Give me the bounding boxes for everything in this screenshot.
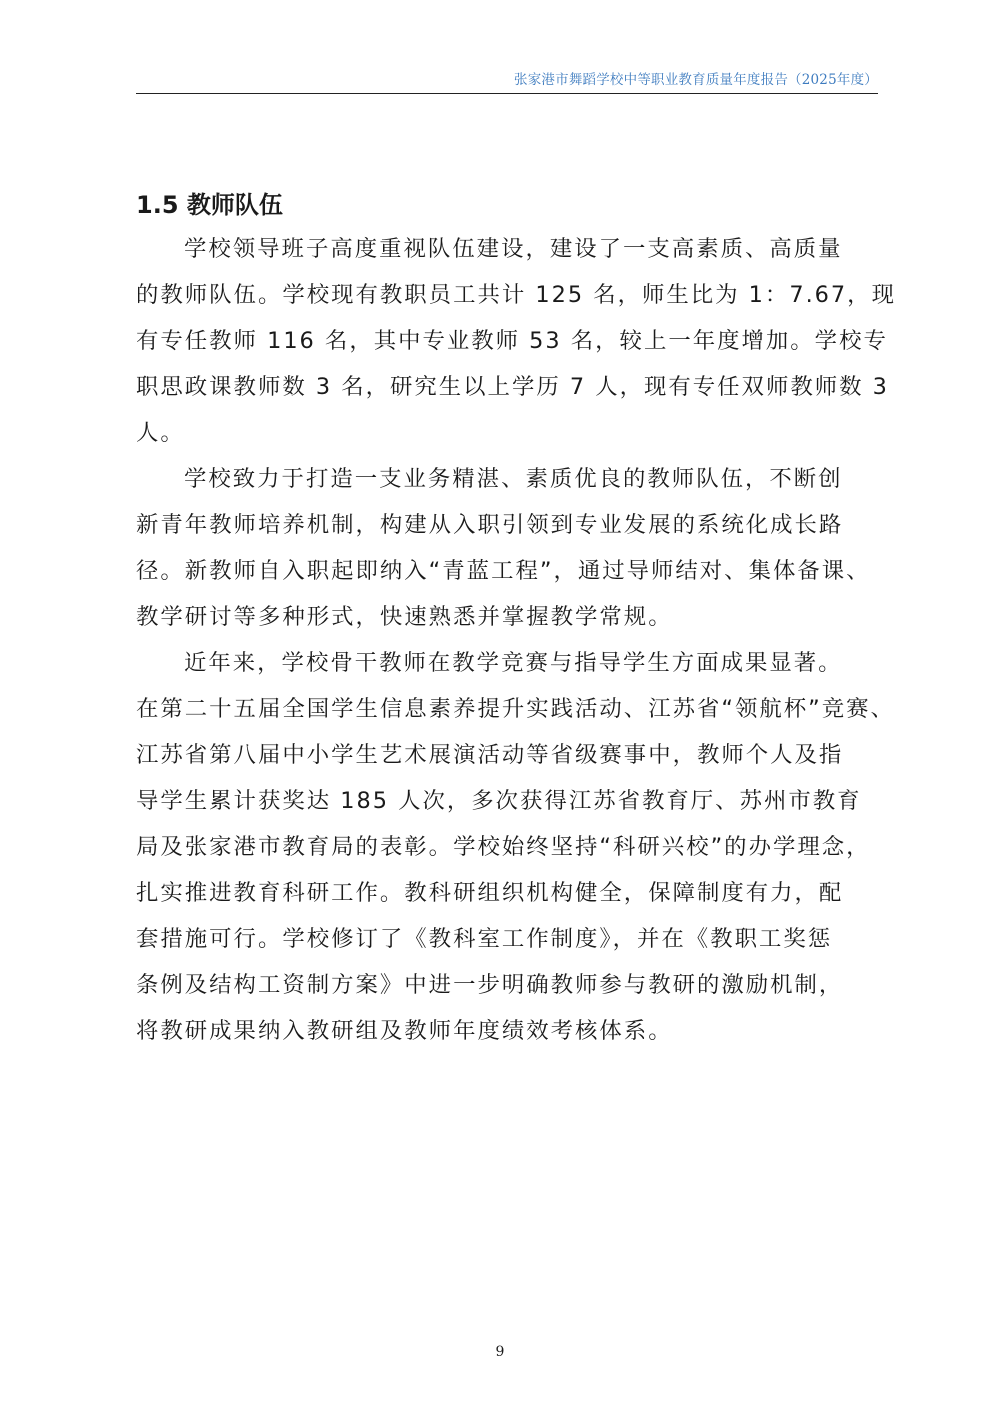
paragraph-line: 职思政课教师数 3 名，研究生以上学历 7 人，现有专任双师教师数 3 [136, 374, 889, 400]
paragraph-line: 的教师队伍。学校现有教职员工共计 125 名，师生比为 1：7.67，现 [136, 282, 896, 308]
paragraph-teaching-staff-overview [136, 226, 896, 456]
page-number: 9 [495, 1344, 505, 1360]
paragraph-line: 学校致力于打造一支业务精湛、素质优良的教师队伍，不断创 [184, 466, 843, 492]
paragraph-line: 局及张家港市教育局的表彰。学校始终坚持“科研兴校”的办学理念， [136, 834, 871, 860]
paragraph-line: 套措施可行。学校修订了《教科室工作制度》，并在《教职工奖惩 [136, 926, 833, 952]
paragraph-line: 学校领导班子高度重视队伍建设，建设了一支高素质、高质量 [184, 236, 843, 262]
paragraph-line: 导学生累计获奖达 185 人次，多次获得江苏省教育厅、苏州市教育 [136, 788, 862, 814]
paragraph-teacher-training [136, 456, 878, 640]
paragraph-line: 扎实推进教育科研工作。教科研组织机构健全，保障制度有力，配 [136, 880, 844, 906]
paragraph-line: 近年来，学校骨干教师在教学竞赛与指导学生方面成果显著。 [184, 650, 843, 676]
paragraph-line: 在第二十五届全国学生信息素养提升实践活动、江苏省“领航杯”竞赛、 [136, 696, 895, 722]
section-heading: 1.5 教师队伍 [136, 191, 283, 219]
paragraph-achievements-research [136, 640, 895, 1054]
paragraph-line: 教学研讨等多种形式，快速熟悉并掌握教学常规。 [136, 604, 673, 630]
header-rule [136, 93, 878, 94]
paragraph-line: 有专任教师 116 名，其中专业教师 53 名，较上一年度增加。学校专 [136, 328, 888, 354]
paragraph-line: 江苏省第八届中小学生艺术展演活动等省级赛事中，教师个人及指 [136, 742, 844, 768]
paragraph-line: 人。 [136, 420, 185, 446]
running-header: 张家港市舞蹈学校中等职业教育质量年度报告（2025年度） [514, 72, 878, 88]
paragraph-line: 径。新教师自入职起即纳入“青蓝工程”，通过导师结对、集体备课、 [136, 558, 871, 584]
paragraph-line: 条例及结构工资制方案》中进一步明确教师参与教研的激励机制， [136, 972, 844, 998]
paragraph-line: 将教研成果纳入教研组及教师年度绩效考核体系。 [136, 1018, 673, 1044]
page-content [136, 184, 896, 1054]
paragraph-line: 新青年教师培养机制，构建从入职引领到专业发展的系统化成长路 [136, 512, 844, 538]
